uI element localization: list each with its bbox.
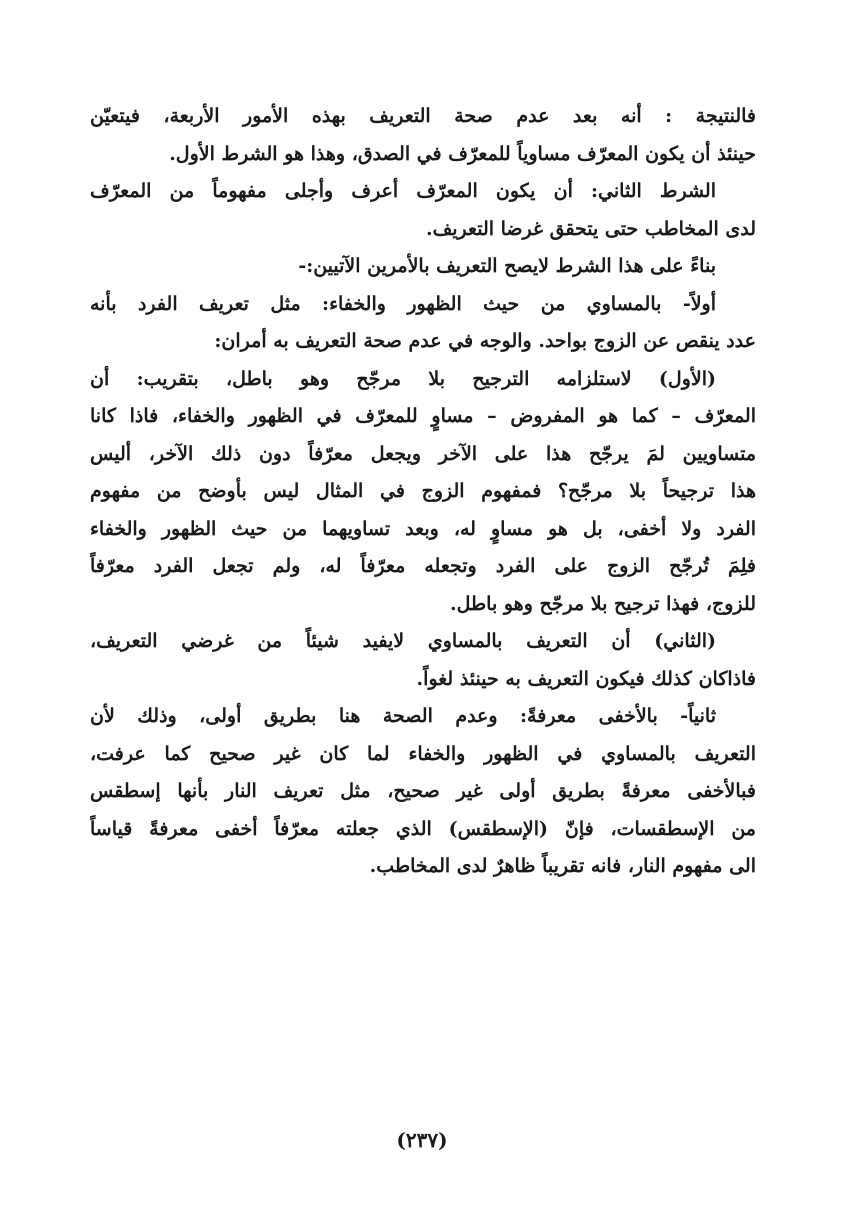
text-line: هذا ترجيحاً بلا مرجّح؟ فمفهوم الزوج في المثال ليس بأوضح من مفهوم: [90, 480, 756, 502]
text-line: التعريف بالمساوي في الظهور والخفاء لما كان غير صحيح كما عرفت،: [90, 742, 756, 765]
text-line: من الإسطقسات، فإنّ (الإسطقس) الذي جعلته معرّفاً أخفى معرفةً قياساً: [90, 817, 756, 840]
text-line: (الأول) لاستلزامه الترجيح بلا مرجّح وهو باطل، بتقريب: أن: [90, 367, 716, 390]
text-line: الفرد ولا أخفى، بل هو مساوٍ له، وبعد تساويهما من حيث الظهور والخفاء: [90, 517, 756, 540]
text-line: فاذاكان كذلك فيكون التعريف به حينئذ لغواً.: [416, 667, 756, 690]
text-line: للزوج، فهذا ترجيح بلا مرجّح وهو باطل.: [450, 592, 756, 615]
text-line: فالنتيجة : أنه بعد عدم صحة التعريف بهذه الأمور الأربعة، فيتعيّن: [90, 105, 756, 127]
text-line: متساويين لمَ يرجّح هذا على الآخر ويجعل معرّفاً دون ذلك الآخر، أليس: [90, 442, 756, 465]
text-line: فلِمَ تُرجّح الزوج على الفرد وتجعله معرّفاً له، ولم تجعل الفرد معرّفاً: [90, 555, 756, 577]
text-line: أولاً- بالمساوي من حيث الظهور والخفاء: مثل تعريف الفرد بأنه: [90, 292, 716, 315]
text-line: لدى المخاطب حتى يتحقق غرضا التعريف.: [425, 217, 756, 240]
text-line: ثانياً- بالأخفى معرفةً: وعدم الصحة هنا بطريق أولى، وذلك لأن: [90, 705, 716, 727]
text-line: عدد ينقص عن الزوج بواحد. والوجه في عدم صحة التعريف به أمران:: [214, 330, 756, 352]
page-body: [90, 98, 756, 886]
text-line: فبالأخفى معرفةً بطريق أولى غير صحيح، مثل تعريف النار بأنها إسطقس: [90, 780, 756, 802]
text-line: المعرّف – كما هو المفروض – مساوٍ للمعرّف في الظهور والخفاء، فاذا كانا: [90, 405, 756, 427]
text-line: (الثاني) أن التعريف بالمساوي لايفيد شيئاً من غرضي التعريف،: [90, 630, 716, 652]
text-line: الى مفهوم النار، فانه تقريباً ظاهرٌ لدى المخاطب.: [369, 855, 756, 877]
text-line: بناءً على هذا الشرط لايصح التعريف بالأمرين الآتيين:-: [298, 255, 716, 277]
text-line: حينئذ أن يكون المعرّف مساوياً للمعرّف في الصدق، وهذا هو الشرط الأول.: [169, 142, 756, 165]
page-number: (٢٣٧): [396, 1128, 448, 1152]
text-line: الشرط الثاني: أن يكون المعرّف أعرف وأجلى مفهوماً من المعرّف: [90, 180, 716, 202]
